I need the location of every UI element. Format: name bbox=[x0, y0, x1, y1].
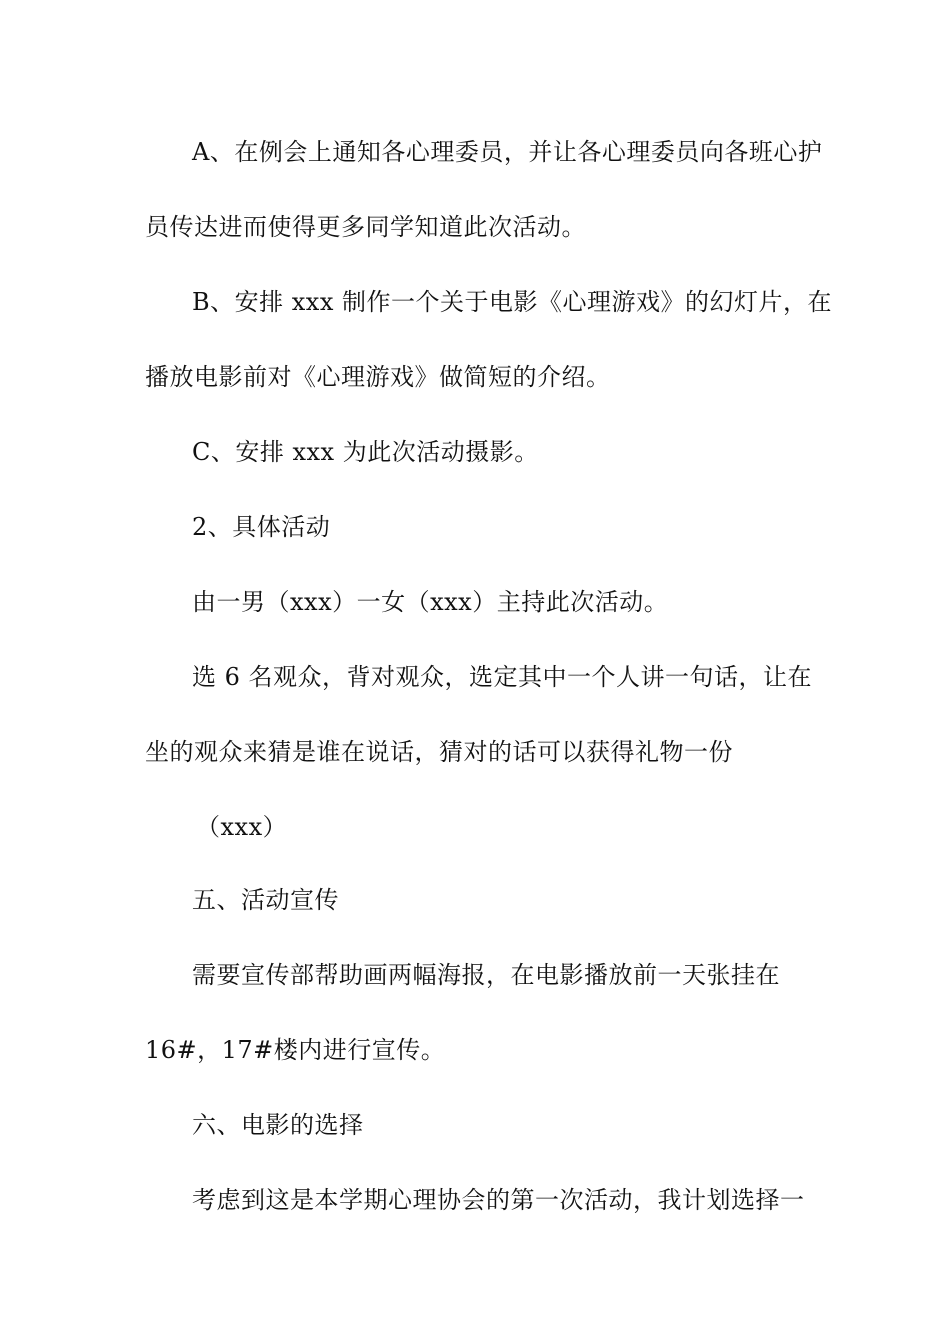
paragraph-publicity-2: 16#，17#楼内进行宣传。 bbox=[145, 1036, 446, 1064]
paragraph-line-b-1: B、安排 xxx 制作一个关于电影《心理游戏》的幻灯片，在 bbox=[192, 288, 832, 316]
paragraph-hosts: 由一男（xxx）一女（xxx）主持此次活动。 bbox=[192, 588, 669, 616]
paragraph-game-3: （xxx） bbox=[196, 813, 288, 841]
paragraph-line-c: C、安排 xxx 为此次活动摄影。 bbox=[192, 438, 539, 466]
section-heading-publicity: 五、活动宣传 bbox=[192, 886, 339, 914]
paragraph-line-a-1: A、在例会上通知各心理委员，并让各心理委员向各班心护 bbox=[192, 138, 823, 166]
paragraph-line-b-2: 播放电影前对《心理游戏》做简短的介绍。 bbox=[145, 363, 611, 391]
paragraph-game-1: 选 6 名观众，背对观众，选定其中一个人讲一句话，让在 bbox=[192, 663, 813, 691]
section-heading-movie-choice: 六、电影的选择 bbox=[192, 1111, 364, 1139]
paragraph-line-a-2: 员传达进而使得更多同学知道此次活动。 bbox=[145, 213, 586, 241]
paragraph-game-2: 坐的观众来猜是谁在说话，猜对的话可以获得礼物一份 bbox=[145, 738, 733, 766]
paragraph-publicity-1: 需要宣传部帮助画两幅海报，在电影播放前一天张挂在 bbox=[192, 961, 780, 989]
paragraph-movie-choice-1: 考虑到这是本学期心理协会的第一次活动，我计划选择一 bbox=[192, 1186, 805, 1214]
section-heading-specific-activity: 2、具体活动 bbox=[192, 513, 331, 541]
